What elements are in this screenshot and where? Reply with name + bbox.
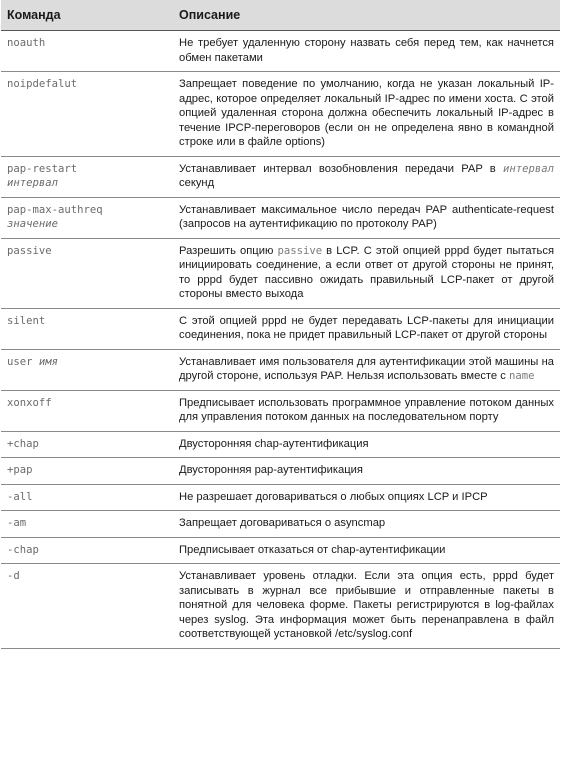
table-row [1, 564, 560, 649]
description-cell: Двусторонняя pap-аутентификация [173, 458, 560, 485]
table-row [1, 238, 560, 308]
command-cell [1, 564, 173, 649]
command-name: -am [7, 517, 27, 529]
command-cell [1, 458, 173, 485]
command-name: user [7, 355, 33, 368]
table-row [1, 537, 560, 564]
command-argument: значение [7, 217, 59, 230]
table-row [1, 511, 560, 538]
header-description: Описание [173, 0, 560, 31]
command-name: -chap [7, 543, 39, 556]
description-cell: Запрещает поведение по умолчанию, когда не указан локальный IP-адрес, которое определяет локальный IP-адрес по имени хоста. С этой опцией удаленная сторона должна обеспечить локальный IP-адрес в течение IPCP-переговоров (если он не определена явно в командной строке или в файле options) [173, 72, 560, 157]
description-cell: С этой опцией pppd не будет передавать LCP-пакеты для инициации соединения, пока не придет правильный LCP-пакет от другой стороны [173, 308, 560, 349]
description-cell [173, 156, 560, 197]
command-name: +pap [7, 464, 33, 476]
table-row [1, 197, 560, 238]
command-name: passive [7, 244, 52, 257]
command-cell [1, 431, 173, 458]
header-command: Команда [1, 0, 173, 31]
options-table [1, 0, 560, 649]
table-row [1, 349, 560, 390]
command-cell [1, 308, 173, 349]
description-cell: Предписывает отказаться от chap-аутентификации [173, 537, 560, 564]
command-cell [1, 537, 173, 564]
command-name: -d [7, 570, 20, 582]
description-cell: Устанавливает уровень отладки. Если эта опция есть, pppd будет записывать в журнал все прибывшие и отправленные пакеты в понятной для человека форме. Пакеты регистрируются в log-файлах через syslog. Эта информация может быть перенаправлена в файл соответствующей установкой /etc/syslog.conf [173, 564, 560, 649]
command-cell [1, 156, 173, 197]
table-row [1, 458, 560, 485]
description-cell [173, 349, 560, 390]
command-name: noipdefalut [7, 78, 78, 90]
table-row [1, 431, 560, 458]
header-row [1, 0, 560, 31]
option-reference: passive [277, 244, 323, 257]
command-cell [1, 197, 173, 238]
command-cell [1, 238, 173, 308]
description-cell: Предписывает использовать программное управление потоком данных для управления потоком данных на последовательном порту [173, 390, 560, 431]
command-name: xonxoff [7, 396, 52, 409]
table-row [1, 390, 560, 431]
description-cell [173, 238, 560, 308]
command-name: pap-restart [7, 162, 78, 175]
option-reference: name [508, 370, 535, 382]
description-text: Разрешить опцию [179, 244, 278, 257]
description-text: Устанавливает имя пользователя для аутентификации этой машины на другой стороне, используя PAP. Нельзя использовать вместе с [179, 355, 554, 382]
table-row [1, 31, 560, 72]
description-text: в LCP. С этой опцией pppd будет пытаться инициировать соединение, а если ответ от другой стороны не принят, то pppd будет пассивно ожидать правильный LCP-пакет от другой стороны вместо выхода [179, 244, 555, 300]
description-cell: Не разрешает договариваться о любых опциях LCP и IPCP [173, 484, 560, 511]
description-cell: Двусторонняя chap-аутентификация [173, 431, 560, 458]
table-row [1, 308, 560, 349]
command-name: pap-max-authreq [7, 203, 103, 216]
command-cell [1, 390, 173, 431]
description-cell: Не требует удаленную сторону назвать себя перед тем, как начнется обмен пакетами [173, 31, 560, 72]
description-text: секунд [179, 177, 215, 189]
command-name: +chap [7, 437, 39, 450]
table-row [1, 484, 560, 511]
table-header [1, 0, 560, 31]
command-name: silent [7, 314, 46, 327]
table-row [1, 72, 560, 157]
table-row [1, 156, 560, 197]
command-cell [1, 31, 173, 72]
description-text: Устанавливает интервал возобновления передачи PAP в [179, 162, 503, 175]
command-cell [1, 484, 173, 511]
description-cell: Устанавливает максимальное число передач PAP authenticate-request (запросов на аутентификацию по протоколу PAP) [173, 197, 560, 238]
command-cell [1, 511, 173, 538]
command-cell [1, 349, 173, 390]
description-cell: Запрещает договариваться о asyncmap [173, 511, 560, 538]
command-argument: интервал [7, 176, 59, 189]
command-name: -all [7, 490, 33, 503]
table-body [1, 31, 560, 649]
command-name: noauth [7, 37, 46, 49]
command-cell [1, 72, 173, 157]
command-argument: имя [38, 355, 59, 368]
argument-reference: интервал [502, 162, 554, 175]
